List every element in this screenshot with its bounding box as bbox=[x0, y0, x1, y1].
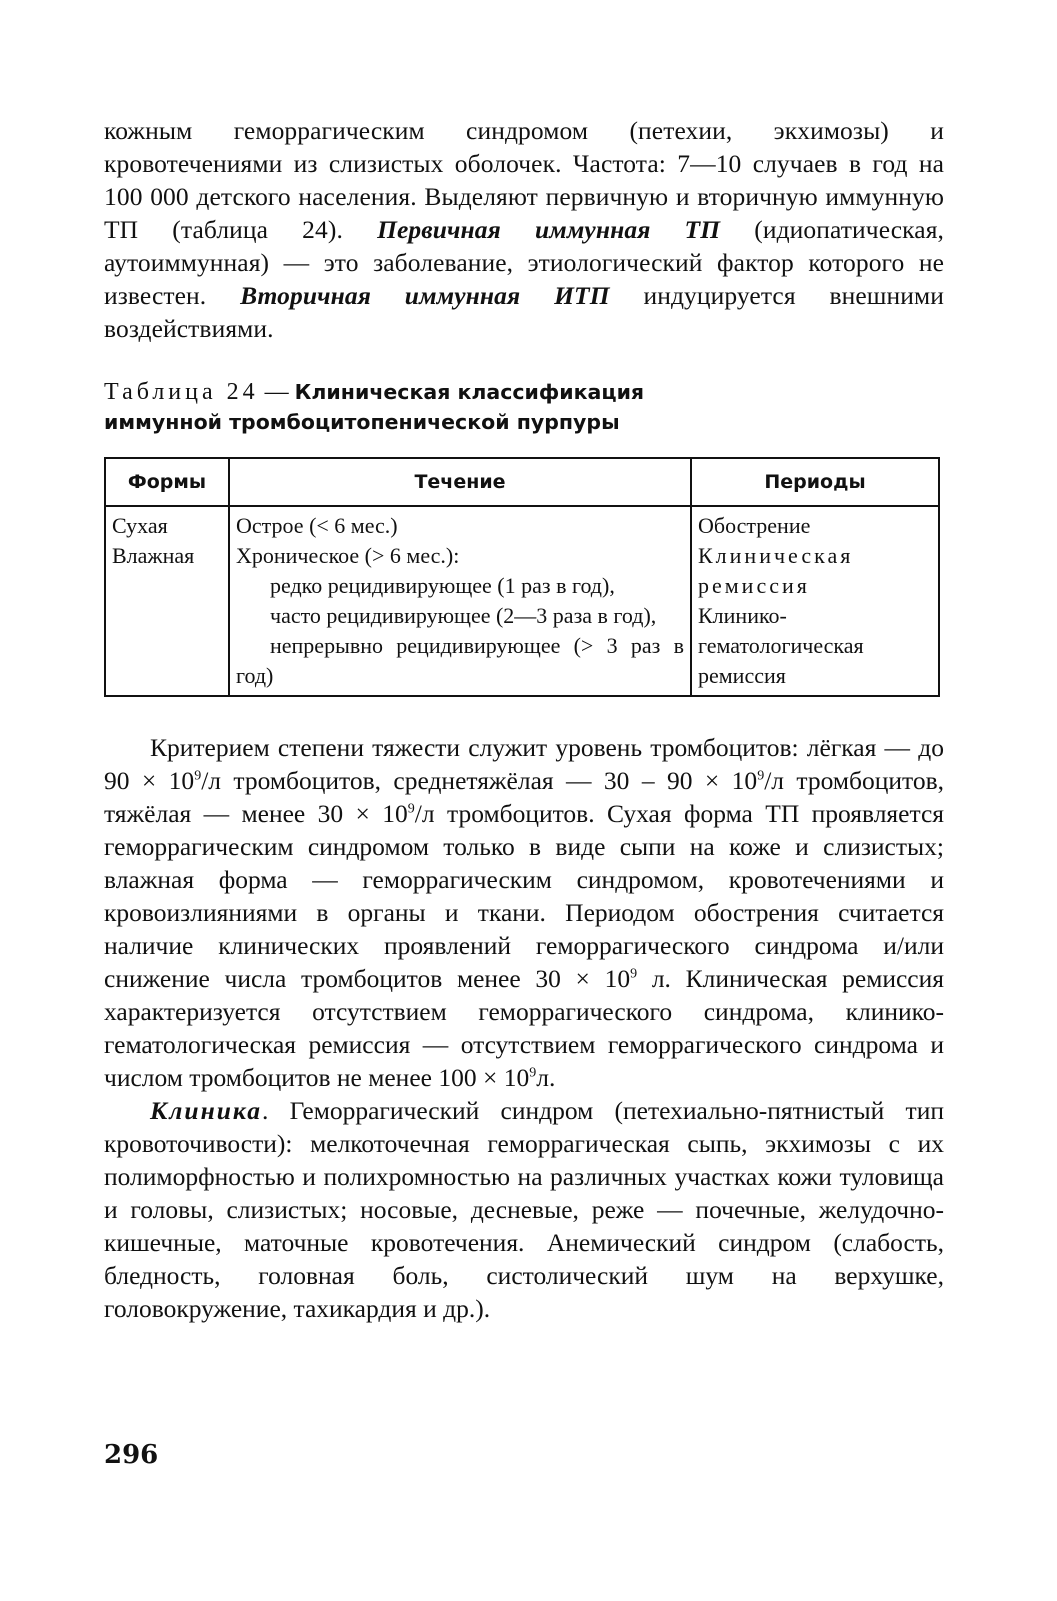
clinic-body: . Геморрагический синдром (петехиально-пятнистый тип кровоточивости): мелкоточечная геморрагическая сыпь, экхимозы с их полиморфностью и полихромностью на различных участках кожи туловища и головы, слизистых; носовые, десневые, реже — почечные, желудочно-кишечные, маточные кровотечения. Анемический синдром (слабость, бледность, головная боль, систолический шум на верхушке, головокружение, тахикардия и др.). bbox=[104, 1096, 944, 1323]
course-cell bbox=[229, 506, 691, 696]
clinic-heading: Клиника bbox=[150, 1096, 262, 1125]
term-primary-itp: Первичная иммунная ТП bbox=[377, 215, 721, 244]
criteria-paragraph bbox=[104, 731, 944, 1094]
course-continuous: непрерывно рецидивирующее (> 3 раз в год) bbox=[236, 633, 684, 688]
criteria-d-sup: 9 bbox=[630, 966, 638, 982]
table-caption bbox=[104, 377, 944, 437]
criteria-text bbox=[104, 731, 944, 1094]
forms-cell bbox=[105, 506, 229, 696]
table-header-row bbox=[105, 458, 939, 506]
criteria-a-sup: 9 bbox=[194, 768, 202, 784]
page-number: 296 bbox=[104, 1440, 159, 1470]
clinic-text bbox=[104, 1094, 944, 1325]
table-row bbox=[105, 506, 939, 696]
criteria-e-sup: 9 bbox=[529, 1065, 537, 1081]
header-periods: Периоды bbox=[691, 458, 939, 506]
intro-paragraph bbox=[104, 114, 944, 345]
form-dry: Сухая bbox=[112, 513, 168, 538]
course-acute: Острое (< 6 мес.) bbox=[236, 513, 398, 538]
course-often: часто рецидивирующее (2—3 раза в год), bbox=[270, 603, 657, 628]
header-forms: Формы bbox=[105, 458, 229, 506]
criteria-c: /л тромбоцитов, тяжёлая — менее 30 × 10 bbox=[104, 766, 944, 828]
period-hemato-remission: Клинико-гематологическая ремиссия bbox=[698, 603, 864, 688]
intro-text-2: (идиопатическая, аутоиммунная) — это заболевание, этиологический фактор которого не известен. bbox=[104, 215, 944, 310]
table-caption-dash: — bbox=[258, 379, 295, 405]
period-exacerbation: Обострение bbox=[698, 513, 811, 538]
criteria-a: Критерием степени тяжести служит уровень тромбоцитов: лёгкая — до 90 × 10 bbox=[104, 733, 944, 795]
criteria-d: /л тромбоцитов. Сухая форма ТП проявляется геморрагическим синдромом только в виде сыпи на коже и слизистых; влажная форма — геморрагическим синдромом, кровотечениями и кровоизлияниями в органы и ткани. Периодом обострения считается наличие клинических проявлений геморрагического синдрома и/или снижение числа тромбоцитов менее 30 × 10 bbox=[104, 799, 944, 993]
header-course: Течение bbox=[229, 458, 691, 506]
course-chronic: Хроническое (> 6 мес.): bbox=[236, 543, 460, 568]
intro-text-1: кожным геморрагическим синдромом (петехии, экхимозы) и кровотечениями из слизистых оболочек. Частота: 7—10 случаев в год на 100 000 детского населения. Выделяют первичную и вторичную иммунную ТП (таблица 24). bbox=[104, 116, 944, 244]
criteria-c-sup: 9 bbox=[407, 801, 415, 817]
intro-text bbox=[104, 114, 944, 345]
criteria-f: л. bbox=[536, 1063, 556, 1092]
criteria-b-sup: 9 bbox=[757, 768, 765, 784]
course-rare: редко рецидивирующее (1 раз в год), bbox=[270, 573, 615, 598]
page-content bbox=[104, 114, 944, 1325]
intro-text-3: индуцируется внешними воздействиями. bbox=[104, 281, 945, 343]
period-clinical-remission: Клиническая ремиссия bbox=[698, 543, 854, 598]
table-title-line2: иммунной тромбоцитопенической пурпуры bbox=[104, 410, 620, 434]
classification-table bbox=[104, 457, 940, 697]
clinic-paragraph bbox=[104, 1094, 944, 1325]
table-title-line1: Клиническая классификация bbox=[294, 380, 645, 404]
periods-cell bbox=[691, 506, 939, 696]
term-secondary-itp: Вторичная иммунная ИТП bbox=[240, 281, 610, 310]
criteria-b: /л тромбоцитов, среднетяжёлая — 30 – 90 × 10 bbox=[201, 766, 758, 795]
criteria-e: л. Клиническая ремиссия характеризуется отсутствием геморрагического синдрома, клинико-гематологическая ремиссия — отсутствием геморрагического синдрома и числом тромбоцитов не менее 100 × 10 bbox=[104, 964, 944, 1092]
form-wet: Влажная bbox=[112, 543, 195, 568]
table-label: Таблица 24 bbox=[104, 379, 259, 405]
